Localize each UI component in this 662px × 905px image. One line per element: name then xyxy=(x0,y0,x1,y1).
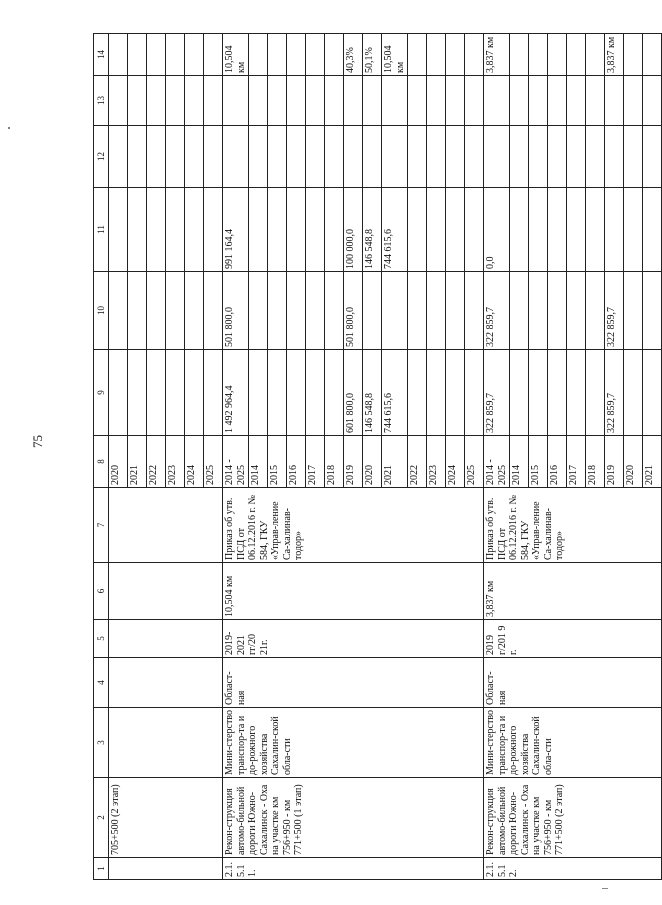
empty-cell xyxy=(427,76,446,126)
year-cell: 2014 - 2025 xyxy=(484,436,510,488)
empty-cell xyxy=(185,272,204,350)
empty-cell xyxy=(109,658,223,708)
funding-cell-10 xyxy=(624,272,643,350)
year-cell: 2014 xyxy=(510,436,529,488)
year-cell: 2016 xyxy=(548,436,567,488)
empty-cell xyxy=(586,126,605,188)
total-cost-cell: 146 548,8 xyxy=(363,350,382,436)
empty-cell xyxy=(166,272,185,350)
period-cell: 2019-2021 гг/20 21г. xyxy=(223,620,484,658)
result-cell xyxy=(446,34,465,76)
year-cell: 2024 xyxy=(185,436,204,488)
funding-cell-11 xyxy=(567,188,586,272)
result-cell: 50,1% xyxy=(363,34,382,76)
column-number: 4 xyxy=(94,658,109,708)
result-cell: 10,504 км xyxy=(382,34,408,76)
year-cell: 2025 xyxy=(465,436,484,488)
funding-cell-11: 100 000,0 xyxy=(344,188,363,272)
funding-cell-11 xyxy=(643,188,662,272)
item-code-cell: 2.1.5.1 1. xyxy=(223,858,484,880)
empty-cell xyxy=(624,126,643,188)
result-cell xyxy=(287,34,306,76)
empty-cell xyxy=(109,188,128,272)
empty-cell xyxy=(344,126,363,188)
empty-cell xyxy=(268,76,287,126)
customer-cell: Мини-стерство транспор-та и до-рожного хозяйства Сахалин-ской обла-сти xyxy=(223,708,484,778)
empty-cell xyxy=(147,76,166,126)
empty-cell xyxy=(166,76,185,126)
empty-cell xyxy=(166,188,185,272)
funding-cell-10 xyxy=(465,272,484,350)
column-number-row xyxy=(94,34,109,880)
item-code-cell xyxy=(109,858,223,880)
funding-cell-11 xyxy=(287,188,306,272)
funding-cell-11: 744 615,6 xyxy=(382,188,408,272)
result-cell xyxy=(643,34,662,76)
empty-cell xyxy=(287,76,306,126)
year-cell: 2018 xyxy=(586,436,605,488)
empty-cell xyxy=(109,76,128,126)
total-cost-cell xyxy=(567,350,586,436)
empty-cell xyxy=(128,76,147,126)
empty-cell xyxy=(363,76,382,126)
empty-cell xyxy=(109,708,223,778)
total-cost-cell: 1 492 964,4 xyxy=(223,350,249,436)
year-cell: 2014 xyxy=(249,436,268,488)
empty-cell xyxy=(287,126,306,188)
empty-cell xyxy=(223,76,249,126)
empty-cell xyxy=(185,76,204,126)
empty-cell xyxy=(185,126,204,188)
empty-cell xyxy=(484,126,510,188)
year-cell: 2019 xyxy=(344,436,363,488)
total-cost-cell xyxy=(408,350,427,436)
result-cell xyxy=(249,34,268,76)
year-cell: 2017 xyxy=(567,436,586,488)
funding-cell-10 xyxy=(363,272,382,350)
year-cell: 2020 xyxy=(363,436,382,488)
empty-cell xyxy=(109,34,128,76)
year-cell: 2025 xyxy=(204,436,223,488)
funding-cell-10: 501 800,0 xyxy=(344,272,363,350)
column-number: 13 xyxy=(94,76,109,126)
empty-cell xyxy=(128,350,147,436)
empty-cell xyxy=(185,188,204,272)
total-cost-cell xyxy=(427,350,446,436)
funding-cell-11: 146 548,8 xyxy=(363,188,382,272)
total-cost-cell xyxy=(643,350,662,436)
funding-cell-10: 322 859,7 xyxy=(484,272,510,350)
funding-cell-11 xyxy=(510,188,529,272)
funding-cell-10 xyxy=(408,272,427,350)
empty-cell xyxy=(484,76,510,126)
empty-cell xyxy=(427,126,446,188)
empty-cell xyxy=(567,126,586,188)
funding-cell-10: 501 800,0 xyxy=(223,272,249,350)
rotated-table-container xyxy=(93,34,655,880)
empty-cell xyxy=(344,76,363,126)
column-number: 12 xyxy=(94,126,109,188)
funding-cell-11 xyxy=(586,188,605,272)
empty-cell xyxy=(109,620,223,658)
total-cost-cell xyxy=(548,350,567,436)
total-cost-cell xyxy=(624,350,643,436)
result-cell xyxy=(325,34,344,76)
year-cell: 2016 xyxy=(287,436,306,488)
empty-cell xyxy=(147,34,166,76)
ownership-cell: Област-ная xyxy=(484,658,662,708)
funding-cell-10 xyxy=(306,272,325,350)
empty-cell xyxy=(624,76,643,126)
empty-cell xyxy=(306,126,325,188)
empty-cell xyxy=(147,126,166,188)
empty-cell xyxy=(510,126,529,188)
funding-cell-11 xyxy=(249,188,268,272)
total-cost-cell xyxy=(586,350,605,436)
empty-cell xyxy=(223,126,249,188)
document-cell: Приказ об утв. ПСД от 06.12.2016 г. № 584, ГКУ «Управ-ление Са-халинав-тодор» xyxy=(484,488,662,563)
empty-cell xyxy=(465,76,484,126)
empty-cell xyxy=(204,76,223,126)
empty-cell xyxy=(166,126,185,188)
year-cell: 2021 xyxy=(643,436,662,488)
scan-speck xyxy=(602,888,608,889)
empty-cell xyxy=(204,188,223,272)
empty-cell xyxy=(128,272,147,350)
year-cell: 2020 xyxy=(109,436,128,488)
empty-cell xyxy=(548,126,567,188)
funding-cell-11 xyxy=(306,188,325,272)
total-cost-cell xyxy=(268,350,287,436)
result-cell xyxy=(465,34,484,76)
empty-cell xyxy=(446,76,465,126)
funding-cell-11 xyxy=(268,188,287,272)
column-number: 10 xyxy=(94,272,109,350)
empty-cell xyxy=(249,126,268,188)
item-name-cell: Рекон-струкция автомо-бильной дороги Южно-Сахалинск - Оха на участке км 756+950 - км 771+500 (1 этап) xyxy=(223,778,484,858)
total-cost-cell xyxy=(446,350,465,436)
empty-cell xyxy=(109,272,128,350)
empty-cell xyxy=(268,126,287,188)
year-cell: 2020 xyxy=(624,436,643,488)
result-cell: 10,504 км xyxy=(223,34,249,76)
capacity-cell: 10,504 км xyxy=(223,563,484,620)
result-cell xyxy=(586,34,605,76)
empty-cell xyxy=(166,34,185,76)
empty-cell xyxy=(529,126,548,188)
funding-cell-10 xyxy=(325,272,344,350)
empty-cell xyxy=(510,76,529,126)
total-cost-cell xyxy=(249,350,268,436)
result-cell xyxy=(624,34,643,76)
funding-cell-11 xyxy=(427,188,446,272)
year-cell: 2015 xyxy=(529,436,548,488)
year-cell: 2023 xyxy=(427,436,446,488)
empty-cell xyxy=(382,76,408,126)
empty-cell xyxy=(465,126,484,188)
investment-program-table xyxy=(93,33,662,880)
empty-cell xyxy=(548,76,567,126)
funding-cell-10 xyxy=(268,272,287,350)
funding-cell-10 xyxy=(446,272,465,350)
empty-cell xyxy=(147,350,166,436)
empty-cell xyxy=(185,350,204,436)
funding-cell-10 xyxy=(586,272,605,350)
table-body xyxy=(94,34,662,880)
funding-cell-11: 0,0 xyxy=(484,188,510,272)
result-cell: 3,837 км xyxy=(484,34,510,76)
year-cell: 2015 xyxy=(268,436,287,488)
column-number: 14 xyxy=(94,34,109,76)
table-row xyxy=(223,34,249,880)
year-cell: 2022 xyxy=(147,436,166,488)
period-cell: 2019 г/201 9 г. xyxy=(484,620,662,658)
empty-cell xyxy=(605,126,624,188)
funding-cell-10 xyxy=(529,272,548,350)
customer-cell: Мини-стерство транспор-та и до-рожного хозяйства Сахалин-ской обла-сти xyxy=(484,708,662,778)
empty-cell xyxy=(249,76,268,126)
funding-cell-11 xyxy=(408,188,427,272)
empty-cell xyxy=(643,76,662,126)
result-cell xyxy=(529,34,548,76)
item-name-cell: Рекон-струкция автомо-бильной дороги Южно-Сахалинск - Оха на участке км 756+950 - км 771+500 (2 этап) xyxy=(484,778,662,858)
result-cell: 3,837 км xyxy=(605,34,624,76)
result-cell xyxy=(548,34,567,76)
result-cell xyxy=(306,34,325,76)
empty-cell xyxy=(109,126,128,188)
empty-cell xyxy=(204,126,223,188)
total-cost-cell: 322 859,7 xyxy=(605,350,624,436)
empty-cell xyxy=(204,34,223,76)
total-cost-cell: 601 800,0 xyxy=(344,350,363,436)
funding-cell-10 xyxy=(567,272,586,350)
page-number: 75 xyxy=(30,435,45,448)
total-cost-cell xyxy=(529,350,548,436)
item-code-cell: 2.1.5.1 2. xyxy=(484,858,662,880)
funding-cell-10 xyxy=(548,272,567,350)
empty-cell xyxy=(363,126,382,188)
empty-cell xyxy=(109,488,223,563)
empty-cell xyxy=(147,272,166,350)
funding-cell-10 xyxy=(382,272,408,350)
empty-cell xyxy=(446,126,465,188)
year-cell: 2014 - 2025 xyxy=(223,436,249,488)
column-number: 5 xyxy=(94,620,109,658)
total-cost-cell xyxy=(287,350,306,436)
empty-cell xyxy=(408,126,427,188)
result-cell xyxy=(408,34,427,76)
year-cell: 2017 xyxy=(306,436,325,488)
column-number: 3 xyxy=(94,708,109,778)
funding-cell-11 xyxy=(548,188,567,272)
year-cell: 2021 xyxy=(382,436,408,488)
total-cost-cell xyxy=(465,350,484,436)
total-cost-cell xyxy=(510,350,529,436)
scan-speck xyxy=(8,127,10,129)
funding-cell-11 xyxy=(605,188,624,272)
funding-cell-10 xyxy=(427,272,446,350)
funding-cell-10 xyxy=(249,272,268,350)
result-cell xyxy=(268,34,287,76)
funding-cell-11 xyxy=(624,188,643,272)
empty-cell xyxy=(128,188,147,272)
empty-cell xyxy=(185,34,204,76)
empty-cell xyxy=(325,126,344,188)
year-cell: 2023 xyxy=(166,436,185,488)
total-cost-cell xyxy=(306,350,325,436)
funding-cell-10: 322 859,7 xyxy=(605,272,624,350)
empty-cell xyxy=(147,188,166,272)
year-cell: 2024 xyxy=(446,436,465,488)
empty-cell xyxy=(605,76,624,126)
funding-cell-11: 991 164,4 xyxy=(223,188,249,272)
funding-cell-10 xyxy=(643,272,662,350)
year-cell: 2019 xyxy=(605,436,624,488)
capacity-cell: 3,837 км xyxy=(484,563,662,620)
column-number: 8 xyxy=(94,436,109,488)
column-number: 1 xyxy=(94,858,109,880)
item-name-cell: 705+500 (2 этап) xyxy=(109,778,223,858)
empty-cell xyxy=(382,126,408,188)
empty-cell xyxy=(306,76,325,126)
column-number: 9 xyxy=(94,350,109,436)
empty-cell xyxy=(325,76,344,126)
year-cell: 2022 xyxy=(408,436,427,488)
funding-cell-11 xyxy=(465,188,484,272)
funding-cell-11 xyxy=(446,188,465,272)
column-number: 11 xyxy=(94,188,109,272)
total-cost-cell xyxy=(325,350,344,436)
column-number: 2 xyxy=(94,778,109,858)
empty-cell xyxy=(166,350,185,436)
funding-cell-11 xyxy=(325,188,344,272)
result-cell: 40,3% xyxy=(344,34,363,76)
empty-cell xyxy=(408,76,427,126)
year-cell: 2021 xyxy=(128,436,147,488)
total-cost-cell: 744 615,6 xyxy=(382,350,408,436)
empty-cell xyxy=(204,350,223,436)
empty-cell xyxy=(586,76,605,126)
total-cost-cell: 322 859,7 xyxy=(484,350,510,436)
column-number: 7 xyxy=(94,488,109,563)
empty-cell xyxy=(567,76,586,126)
result-cell xyxy=(510,34,529,76)
result-cell xyxy=(427,34,446,76)
empty-cell xyxy=(128,126,147,188)
ownership-cell: Област-ная xyxy=(223,658,484,708)
empty-cell xyxy=(529,76,548,126)
funding-cell-10 xyxy=(510,272,529,350)
funding-cell-11 xyxy=(529,188,548,272)
empty-cell xyxy=(204,272,223,350)
document-cell: Приказ об утв. ПСД от 06.12.2016 г. № 584, ГКУ «Управ-ление Са-халинав-тодор» xyxy=(223,488,484,563)
result-cell xyxy=(567,34,586,76)
table-row xyxy=(109,34,128,880)
empty-cell xyxy=(109,350,128,436)
funding-cell-10 xyxy=(287,272,306,350)
empty-cell xyxy=(128,34,147,76)
year-cell: 2018 xyxy=(325,436,344,488)
empty-cell xyxy=(109,563,223,620)
column-number: 6 xyxy=(94,563,109,620)
empty-cell xyxy=(643,126,662,188)
table-row xyxy=(484,34,510,880)
